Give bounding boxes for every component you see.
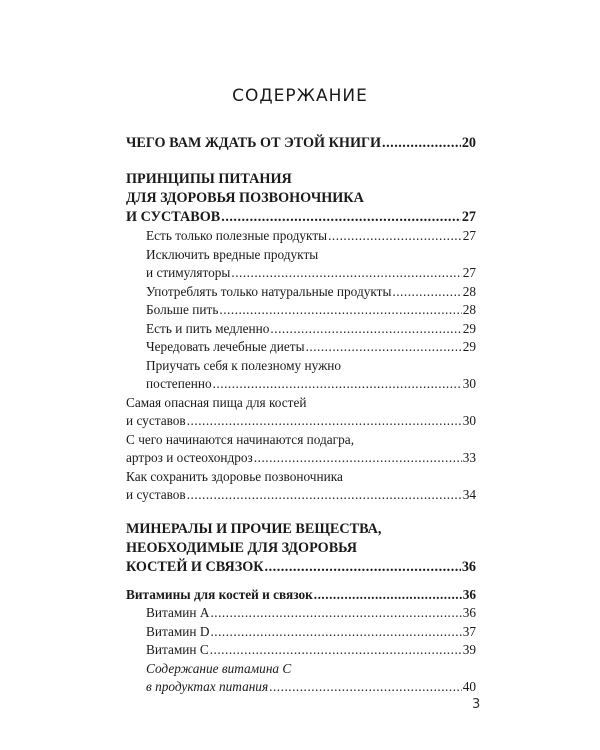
toc-item-label: Витамин D (146, 623, 210, 639)
toc-item-label: Витамин А (146, 605, 210, 620)
toc-item (126, 227, 476, 246)
dot-leader (210, 604, 461, 623)
section-title-line: ПРИНЦИПЫ ПИТАНИЯ (126, 171, 292, 187)
dot-leader (269, 678, 462, 697)
toc-page-number: 40 (462, 679, 476, 694)
toc-note (126, 678, 476, 697)
toc-item (126, 623, 476, 642)
toc-item (126, 604, 476, 623)
toc-topic-line: Как сохранить здоровье позвоночника (126, 468, 343, 484)
toc-page-number: 37 (462, 623, 476, 639)
toc-entry-intro (126, 134, 476, 153)
toc-topic-label: и суставов (126, 487, 186, 502)
toc-item-label: постепенно (146, 376, 212, 391)
toc-topic-line: С чего начинаются начинаются подагра, (126, 431, 355, 447)
toc-item (126, 264, 476, 283)
table-of-contents (126, 134, 476, 697)
toc-item (126, 301, 476, 320)
dot-leader (270, 320, 461, 339)
toc-item-label: и стимуляторы (146, 265, 231, 280)
dot-leader (213, 375, 462, 394)
toc-page-number: 36 (462, 605, 476, 620)
section-title-line: ДЛЯ ЗДОРОВЬЯ ПОЗВОНОЧНИКА (126, 190, 364, 206)
section-title-last: И СУСТАВОВ (126, 209, 221, 225)
toc-subsection-label: Витамины для костей и связок (126, 586, 313, 602)
toc-item-label: Есть и пить медленно (146, 320, 270, 336)
dot-leader (221, 208, 461, 227)
section-title-line: МИНЕРАЛЫ И ПРОЧИЕ ВЕЩЕСТВА, (126, 520, 382, 537)
dot-leader (306, 338, 462, 357)
toc-item-line: Исключить вредные продукты (146, 246, 319, 262)
toc-page-number: 28 (462, 283, 476, 299)
section-title-last: КОСТЕЙ И СВЯЗОК (126, 558, 264, 575)
toc-page-number: 28 (462, 302, 476, 317)
dot-leader (328, 227, 462, 246)
toc-section-1 (126, 208, 476, 227)
toc-topic (126, 412, 476, 431)
toc-page-number: 34 (462, 487, 476, 502)
toc-item (126, 338, 476, 357)
toc-item-label: Витамин С (146, 642, 209, 657)
dot-leader (392, 283, 461, 302)
toc-entry-label: ЧЕГО ВАМ ЖДАТЬ ОТ ЭТОЙ КНИГИ (126, 135, 382, 151)
toc-page-number: 27 (462, 265, 476, 280)
dot-leader (314, 586, 462, 605)
toc-topic-label: и суставов (126, 413, 186, 428)
toc-subsection (126, 586, 476, 605)
toc-item-line: Приучать себя к полезному нужно (146, 357, 342, 373)
toc-page-number: 33 (462, 450, 476, 465)
toc-section-2 (126, 558, 476, 577)
toc-note-label: в продуктах питания (146, 679, 269, 694)
toc-page-number: 27 (462, 228, 476, 243)
toc-item (126, 320, 476, 339)
toc-topic (126, 449, 476, 468)
toc-topic-line: Самая опасная пища для костей (126, 394, 307, 410)
dot-leader (210, 623, 461, 642)
toc-note-line: Содержание витамина С (146, 660, 292, 676)
toc-item (126, 283, 476, 302)
dot-leader (231, 264, 461, 283)
page-number: 3 (472, 697, 481, 712)
dot-leader (219, 301, 461, 320)
toc-page-number: 36 (462, 586, 476, 602)
dot-leader (187, 486, 462, 505)
toc-page-number: 30 (462, 413, 476, 428)
dot-leader (210, 641, 462, 660)
toc-item (126, 375, 476, 394)
toc-item-label: Употреблять только натуральные продукты (146, 283, 392, 299)
toc-page-number: 30 (462, 376, 476, 391)
toc-page-number: 20 (461, 135, 476, 151)
toc-topic-label: артроз и остеохондроз (126, 450, 253, 465)
dot-leader (254, 449, 462, 468)
page-title: СОДЕРЖАНИЕ (232, 86, 368, 106)
dot-leader (187, 412, 462, 431)
toc-item-label: Чередовать лечебные диеты (146, 339, 305, 354)
toc-item-label: Есть только полезные продукты (146, 228, 328, 243)
toc-item-label: Больше пить (146, 302, 219, 317)
toc-page-number: 36 (461, 558, 476, 575)
toc-topic (126, 486, 476, 505)
section-title-line: НЕОБХОДИМЫЕ ДЛЯ ЗДОРОВЬЯ (126, 539, 358, 556)
toc-page-number: 39 (462, 642, 476, 657)
dot-leader (382, 134, 461, 153)
toc-item (126, 641, 476, 660)
toc-page-number: 29 (462, 320, 476, 336)
dot-leader (265, 558, 461, 577)
toc-page-number: 27 (461, 209, 476, 225)
toc-page-number: 29 (462, 339, 476, 354)
